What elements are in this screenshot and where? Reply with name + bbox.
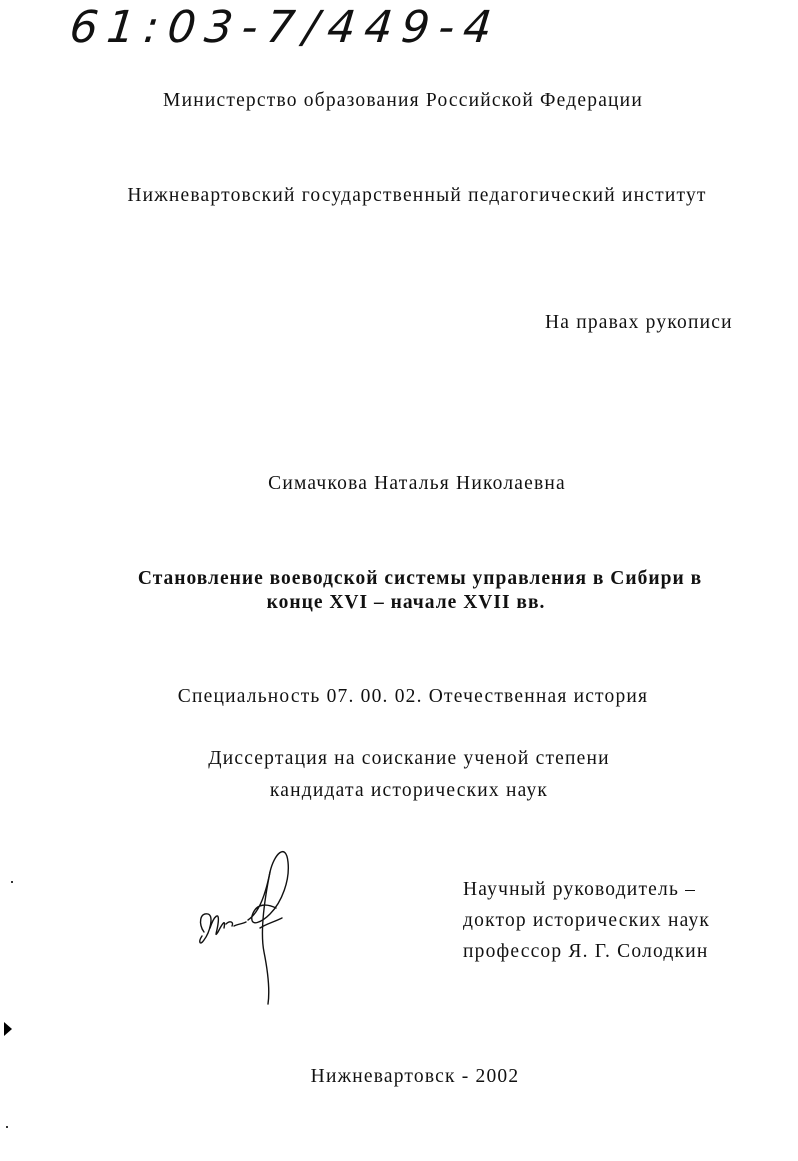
supervisor-role: Научный руководитель – — [463, 879, 697, 900]
supervisor-degree: доктор исторических наук — [463, 910, 711, 931]
dissertation-title — [30, 567, 798, 615]
title-line-2: конце XVI – начале XVII вв. — [266, 592, 546, 613]
author-name: Симачкова Наталья Николаевна — [268, 473, 566, 494]
dissertation-line-2: кандидата исторических наук — [269, 780, 549, 801]
dissertation-line-1: Диссертация на соискание ученой степени — [208, 748, 610, 769]
ministry-name: Министерство образования Российской Федерации — [163, 90, 643, 111]
supervisor-name: профессор Я. Г. Солодкин — [463, 941, 709, 962]
scan-speck — [6, 1126, 8, 1128]
city-year: Нижневартовск - 2002 — [310, 1066, 520, 1087]
title-line-1: Становление воеводской системы управления в Сибири в — [137, 568, 703, 589]
margin-mark-icon — [4, 1022, 12, 1036]
scan-speck — [11, 881, 13, 883]
signature-icon — [190, 832, 320, 1007]
institution-name: Нижневартовский государственный педагогический институт — [127, 185, 707, 206]
rights-notice: На правах рукописи — [545, 312, 733, 333]
supervisor-block — [463, 874, 710, 967]
archive-code: 61:03-7/449-4 — [67, 2, 504, 53]
specialty: Специальность 07. 00. 02. Отечественная история — [177, 686, 649, 707]
